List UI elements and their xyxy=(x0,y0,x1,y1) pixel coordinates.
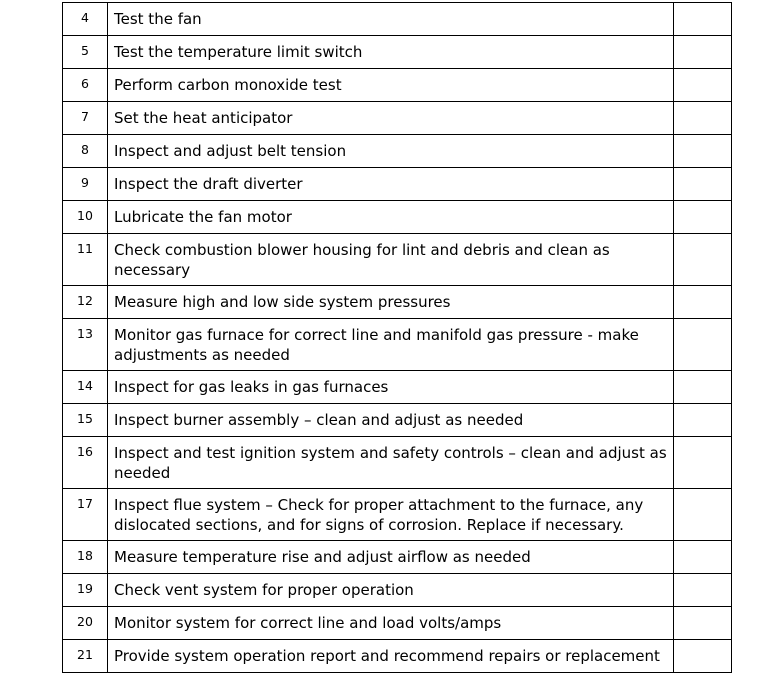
row-number: 9 xyxy=(63,168,108,201)
row-number: 12 xyxy=(63,286,108,319)
table-row xyxy=(63,234,732,286)
task-description: Test the temperature limit switch xyxy=(108,36,674,69)
task-description: Measure temperature rise and adjust airflow as needed xyxy=(108,541,674,574)
checkoff-cell[interactable] xyxy=(674,489,732,541)
task-description: Inspect burner assembly – clean and adjust as needed xyxy=(108,404,674,437)
row-number: 5 xyxy=(63,36,108,69)
table-row xyxy=(63,69,732,102)
row-number: 16 xyxy=(63,437,108,489)
checkoff-cell[interactable] xyxy=(674,286,732,319)
checkoff-cell[interactable] xyxy=(674,574,732,607)
checkoff-cell[interactable] xyxy=(674,135,732,168)
task-description: Test the fan xyxy=(108,3,674,36)
table-row xyxy=(63,319,732,371)
table-row xyxy=(63,135,732,168)
task-description: Inspect for gas leaks in gas furnaces xyxy=(108,371,674,404)
checkoff-cell[interactable] xyxy=(674,36,732,69)
table-row xyxy=(63,168,732,201)
checkoff-cell[interactable] xyxy=(674,437,732,489)
row-number: 6 xyxy=(63,69,108,102)
table-row xyxy=(63,607,732,640)
checkoff-cell[interactable] xyxy=(674,640,732,673)
task-description: Monitor gas furnace for correct line and manifold gas pressure - make adjustments as needed xyxy=(108,319,674,371)
table-row xyxy=(63,404,732,437)
checkoff-cell[interactable] xyxy=(674,404,732,437)
task-description: Inspect flue system – Check for proper attachment to the furnace, any dislocated sections, and for signs of corrosion. Replace if necessary. xyxy=(108,489,674,541)
row-number: 19 xyxy=(63,574,108,607)
table-row xyxy=(63,201,732,234)
row-number: 10 xyxy=(63,201,108,234)
task-description: Perform carbon monoxide test xyxy=(108,69,674,102)
table-row xyxy=(63,489,732,541)
task-description: Check vent system for proper operation xyxy=(108,574,674,607)
row-number: 15 xyxy=(63,404,108,437)
task-description: Set the heat anticipator xyxy=(108,102,674,135)
row-number: 4 xyxy=(63,3,108,36)
row-number: 13 xyxy=(63,319,108,371)
task-description: Monitor system for correct line and load volts/amps xyxy=(108,607,674,640)
checkoff-cell[interactable] xyxy=(674,607,732,640)
table-row xyxy=(63,36,732,69)
table-row xyxy=(63,286,732,319)
table-row xyxy=(63,640,732,673)
task-description: Inspect and adjust belt tension xyxy=(108,135,674,168)
table-row xyxy=(63,371,732,404)
checkoff-cell[interactable] xyxy=(674,371,732,404)
row-number: 20 xyxy=(63,607,108,640)
table-row xyxy=(63,3,732,36)
task-description: Measure high and low side system pressures xyxy=(108,286,674,319)
checklist-table xyxy=(62,2,732,673)
table-row xyxy=(63,574,732,607)
checkoff-cell[interactable] xyxy=(674,3,732,36)
row-number: 21 xyxy=(63,640,108,673)
checkoff-cell[interactable] xyxy=(674,102,732,135)
checkoff-cell[interactable] xyxy=(674,201,732,234)
checkoff-cell[interactable] xyxy=(674,319,732,371)
checkoff-cell[interactable] xyxy=(674,234,732,286)
task-description: Inspect and test ignition system and safety controls – clean and adjust as needed xyxy=(108,437,674,489)
row-number: 17 xyxy=(63,489,108,541)
row-number: 18 xyxy=(63,541,108,574)
row-number: 8 xyxy=(63,135,108,168)
table-row xyxy=(63,102,732,135)
table-row xyxy=(63,437,732,489)
table-row xyxy=(63,541,732,574)
row-number: 14 xyxy=(63,371,108,404)
checkoff-cell[interactable] xyxy=(674,541,732,574)
row-number: 7 xyxy=(63,102,108,135)
checkoff-cell[interactable] xyxy=(674,69,732,102)
row-number: 11 xyxy=(63,234,108,286)
maintenance-checklist xyxy=(62,2,731,673)
task-description: Lubricate the fan motor xyxy=(108,201,674,234)
checkoff-cell[interactable] xyxy=(674,168,732,201)
task-description: Provide system operation report and recommend repairs or replacement xyxy=(108,640,674,673)
task-description: Inspect the draft diverter xyxy=(108,168,674,201)
task-description: Check combustion blower housing for lint and debris and clean as necessary xyxy=(108,234,674,286)
